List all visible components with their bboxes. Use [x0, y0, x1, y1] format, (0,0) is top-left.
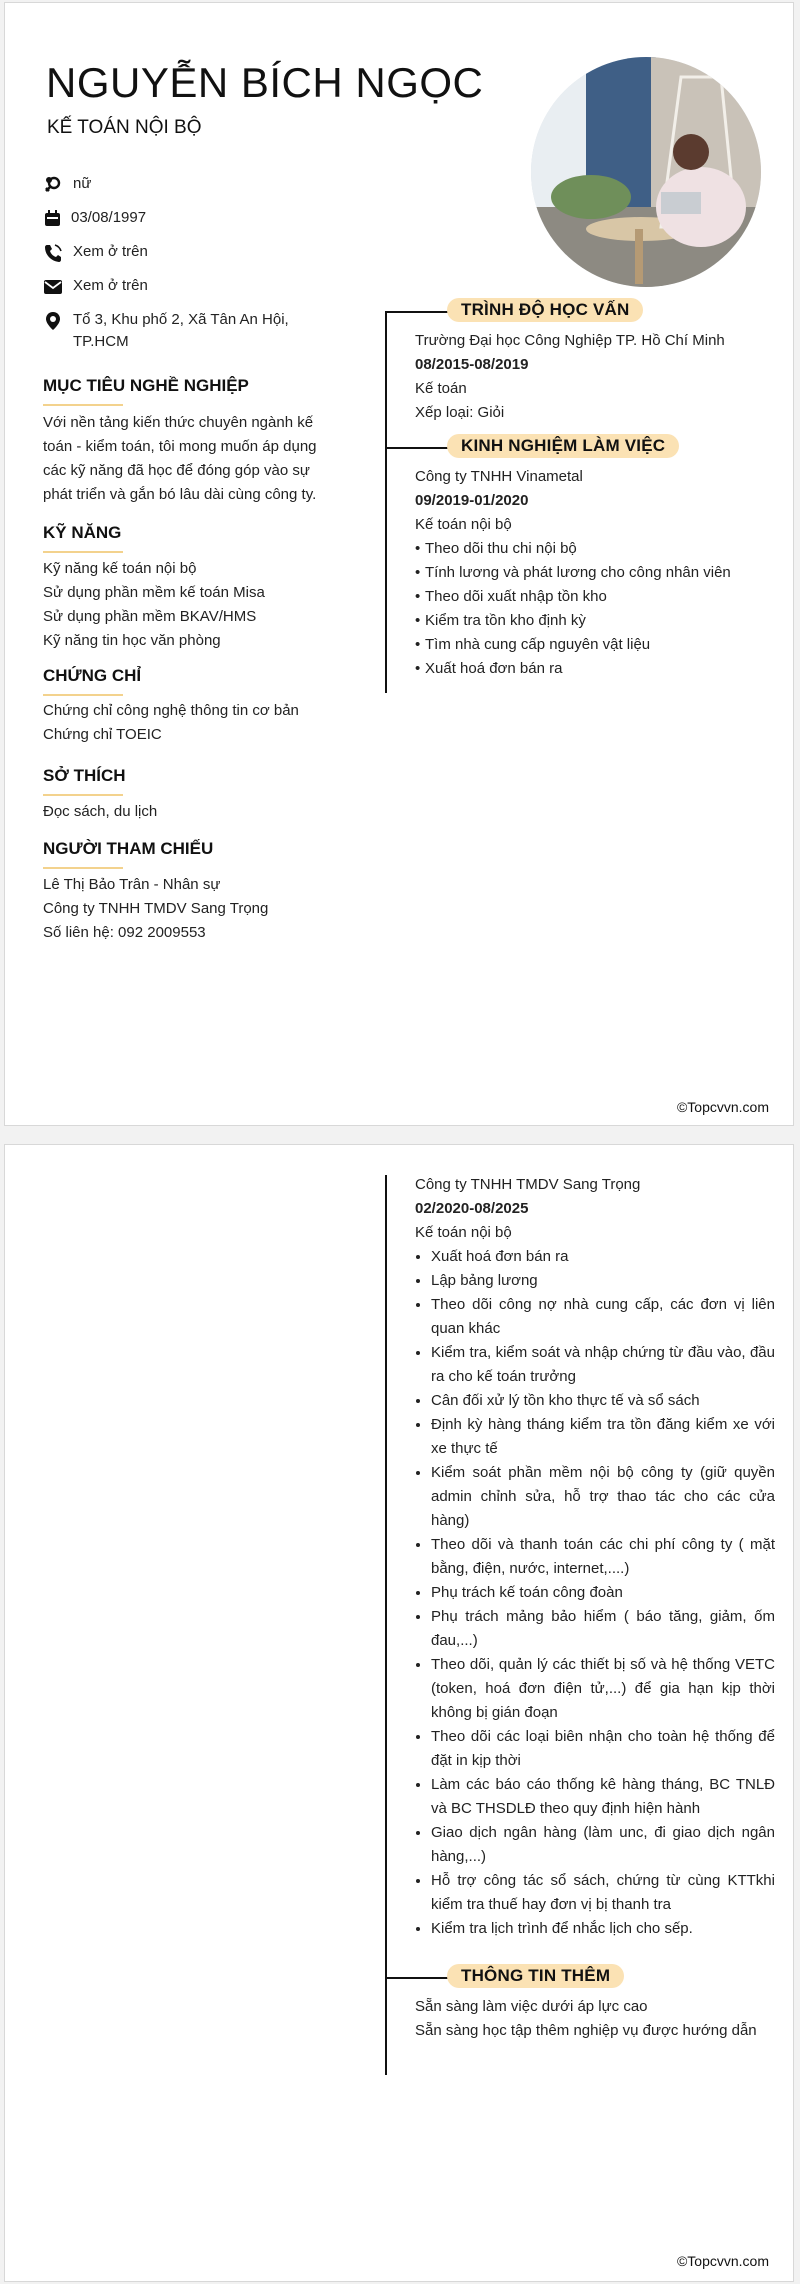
address-line-2: TP.HCM [73, 333, 129, 350]
hobbies-title: SỞ THÍCH [43, 766, 126, 785]
extra-item: Sẵn sàng làm việc dưới áp lực cao [415, 1998, 648, 2015]
extra-info-block [415, 1995, 775, 2043]
location-pin-icon [43, 311, 63, 331]
job-task: • Cân đối xử lý tồn kho thực tế và sổ sách [431, 1389, 775, 1413]
objective-line: toán - kiểm toán, tôi mong muốn áp dụng [43, 438, 317, 455]
job-task: • Theo dõi các loại biên nhận cho toàn hệ thống để đặt in kịp thời [431, 1725, 775, 1773]
job-company: Công ty TNHH Vinametal [415, 468, 583, 485]
job-task: • Theo dõi xuất nhập tồn kho [415, 585, 775, 609]
job-task: • Tính lương và phát lương cho công nhân viên [415, 561, 775, 585]
objective-line: các kỹ năng đã học để đóng góp vào sự [43, 462, 310, 479]
candidate-name: NGUYỄN BÍCH NGỌC [46, 59, 484, 106]
gender-value: nữ [73, 175, 92, 192]
address-line-1: Tổ 3, Khu phố 2, Xã Tân An Hội, [73, 311, 289, 328]
gender-icon [43, 175, 63, 195]
job-task: • Theo dõi thu chi nội bộ [415, 537, 775, 561]
extra-item: Sẵn sàng học tập thêm nghiệp vụ được hướng dẫn [415, 2022, 757, 2039]
envelope-icon [43, 277, 63, 297]
job-task: • Kiểm tra lịch trình để nhắc lịch cho sếp. [431, 1917, 775, 1941]
footer-brand: ©Topcvvn.com [676, 2253, 769, 2269]
job-task: • Tìm nhà cung cấp nguyên vật liệu [415, 633, 775, 657]
objective-line: Với nền tảng kiến thức chuyên ngành kế [43, 414, 314, 431]
job-1-block [415, 465, 775, 681]
timeline-tick [385, 1977, 455, 1979]
hobbies-list [43, 800, 359, 824]
reference-item: Số liên hệ: 092 2009553 [43, 924, 206, 941]
job-task: • Hỗ trợ công tác sổ sách, chứng từ cùng KTTkhi kiểm tra thuế hay đơn vị bị thanh tra [431, 1869, 775, 1917]
references-list [43, 873, 359, 945]
birthday-value: 03/08/1997 [71, 209, 147, 226]
education-block [415, 329, 775, 425]
job-task: • Phụ trách mảng bảo hiểm ( báo tăng, giảm, ốm đau,...) [431, 1605, 775, 1653]
job-task: • Kiểm tra tồn kho định kỳ [415, 609, 775, 633]
skill-item: Kỹ năng kế toán nội bộ [43, 560, 197, 577]
job-task: • Phụ trách kế toán công đoàn [431, 1581, 775, 1605]
phone-value: Xem ở trên [73, 243, 148, 260]
skills-title: KỸ NĂNG [43, 523, 122, 542]
job-task: • Kiểm soát phần mềm nội bộ công ty (giữ quyền admin chỉnh sửa, hỗ trợ thao tác cho các cửa hàng) [431, 1461, 775, 1533]
job-task: • Theo dõi công nợ nhà cung cấp, các đơn vị liên quan khác [431, 1293, 775, 1341]
timeline-tick [385, 311, 455, 313]
objective-line: phát triển và gắn bó lâu dài cùng công ty. [43, 486, 317, 503]
timeline-line [385, 311, 387, 693]
education-major: Kế toán [415, 380, 467, 397]
calendar-icon [43, 209, 63, 229]
job-position: Kế toán nội bộ [415, 516, 512, 533]
job-task-list [415, 1245, 775, 1941]
phone-icon [43, 243, 63, 263]
job-task: • Xuất hoá đơn bán ra [431, 1245, 775, 1269]
timeline-tick [385, 447, 455, 449]
education-grade: Xếp loại: Giỏi [415, 404, 505, 421]
job-task: • Lập bảng lương [431, 1269, 775, 1293]
skill-item: Sử dụng phần mềm BKAV/HMS [43, 608, 257, 625]
job-position: Kế toán nội bộ [415, 1224, 512, 1241]
job-task: • Theo dõi, quản lý các thiết bị số và hệ thống VETC (token, hoá đơn điện tử,...) để gia hạn kịp thời không bị gián đoạn [431, 1653, 775, 1725]
reference-item: Công ty TNHH TMDV Sang Trọng [43, 900, 269, 917]
experience-badge: KINH NGHIỆM LÀM VIỆC [447, 434, 679, 458]
references-title: NGƯỜI THAM CHIẾU [43, 839, 214, 858]
job-2-block [415, 1173, 775, 1941]
skill-item: Kỹ năng tin học văn phòng [43, 632, 221, 649]
profile-photo [531, 57, 761, 287]
job-task: • Định kỳ hàng tháng kiểm tra tồn đăng kiểm xe với xe thực tế [431, 1413, 775, 1461]
hobby-item: Đọc sách, du lịch [43, 803, 158, 820]
education-period: 08/2015-08/2019 [415, 356, 529, 373]
job-period: 09/2019-01/2020 [415, 492, 529, 509]
education-school: Trường Đại học Công Nghiệp TP. Hồ Chí Minh [415, 332, 725, 349]
education-badge: TRÌNH ĐỘ HỌC VẤN [447, 298, 643, 322]
certificate-item: Chứng chỉ TOEIC [43, 726, 162, 743]
skills-list [43, 557, 359, 653]
objective-title: MỤC TIÊU NGHỀ NGHIỆP [43, 376, 249, 395]
address-value [73, 309, 289, 353]
skill-item: Sử dụng phần mềm kế toán Misa [43, 584, 265, 601]
job-task: • Theo dõi và thanh toán các chi phí công ty ( mặt bằng, điện, nước, internet,....) [431, 1533, 775, 1581]
extra-info-badge: THÔNG TIN THÊM [447, 1964, 624, 1988]
timeline-line [385, 1175, 387, 2075]
job-period: 02/2020-08/2025 [415, 1200, 529, 1217]
objective-text [43, 411, 359, 507]
certificates-title: CHỨNG CHỈ [43, 666, 142, 685]
cv-page-1 [4, 2, 794, 1126]
cv-page-2 [4, 1144, 794, 2282]
job-task: • Làm các báo cáo thống kê hàng tháng, BC TNLĐ và BC THSDLĐ theo quy định hiện hành [431, 1773, 775, 1821]
certificate-item: Chứng chỉ công nghệ thông tin cơ bản [43, 702, 299, 719]
job-task: • Kiểm tra, kiểm soát và nhập chứng từ đầu vào, đầu ra cho kế toán trưởng [431, 1341, 775, 1389]
footer-brand: ©Topcvvn.com [676, 1099, 769, 1115]
reference-item: Lê Thị Bảo Trân - Nhân sự [43, 876, 221, 893]
email-value: Xem ở trên [73, 277, 148, 294]
job-task: • Giao dịch ngân hàng (làm unc, đi giao dịch ngân hàng,...) [431, 1821, 775, 1869]
job-task: • Xuất hoá đơn bán ra [415, 657, 775, 681]
certificates-list [43, 699, 359, 747]
candidate-role: KẾ TOÁN NỘI BỘ [47, 117, 202, 138]
job-company: Công ty TNHH TMDV Sang Trọng [415, 1176, 641, 1193]
